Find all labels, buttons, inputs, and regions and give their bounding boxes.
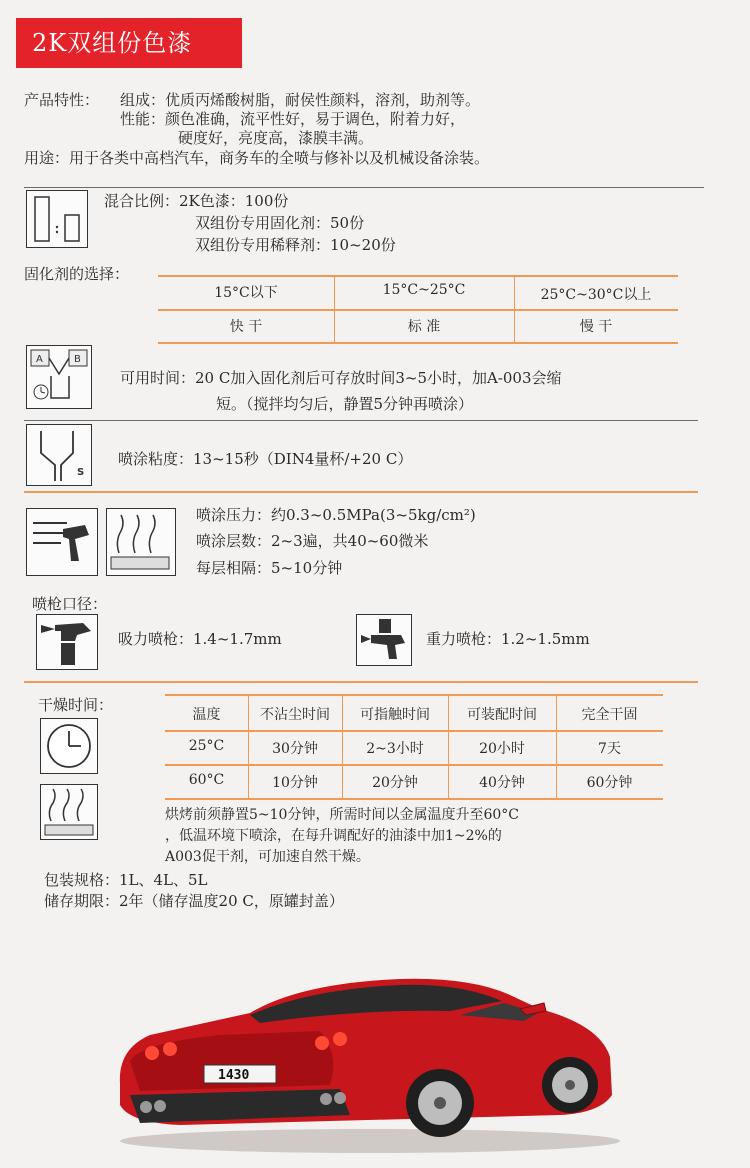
svg-text:B: B — [74, 354, 81, 365]
drying-note-2: ，低温环境下喷涂，在每升调配好的油漆中加1~2%的 — [165, 828, 502, 844]
drying-header-assembly: 可装配时间 — [467, 707, 537, 723]
packaging-text: 包装规格：1L、4L、5L — [44, 871, 208, 889]
mix-line-2: 双组份专用固化剂：50份 — [195, 214, 365, 232]
gravity-gun-text: 重力喷枪：1.2~1.5mm — [426, 630, 590, 648]
drying-heat-icon — [40, 784, 98, 840]
spray-gun-icon — [26, 508, 98, 576]
hardener-speed-1: 快 干 — [229, 319, 263, 335]
suction-gun-text: 吸力喷枪：1.4~1.7mm — [118, 630, 282, 648]
drying-line-3 — [165, 764, 663, 766]
pot-life-line-2: 短。（搅拌均匀后，静置5分钟再喷涂） — [216, 395, 474, 413]
divider-4 — [24, 681, 698, 683]
spray-interval: 每层相隔：5~10分钟 — [196, 559, 343, 577]
features-performance-2: 硬度好，亮度高，漆膜丰满。 — [178, 129, 374, 147]
mix-line-1: 混合比例：2K色漆：100份 — [104, 192, 289, 210]
drying-line-4 — [165, 798, 663, 800]
drying-header-dust-free: 不沾尘时间 — [260, 707, 330, 723]
hardener-line-bottom — [158, 342, 678, 344]
drying-r2-full-cure: 60分钟 — [586, 775, 633, 791]
drying-line-1 — [165, 694, 663, 696]
features-composition: 组成：优质丙烯酸树脂，耐侯性颜料，溶剂，助剂等。 — [120, 91, 481, 109]
spray-pressure: 喷涂压力：约0.3~0.5MPa(3~5kg/cm²) — [196, 506, 476, 524]
nozzle-label: 喷枪口径： — [32, 595, 108, 613]
flash-off-icon — [106, 508, 176, 576]
hardener-label: 固化剂的选择： — [24, 265, 130, 283]
drying-line-2 — [165, 730, 663, 732]
viscosity-text: 喷涂粘度：13~15秒（DIN4量杯/+20 C） — [118, 450, 413, 468]
drying-r2-assembly: 40分钟 — [479, 775, 525, 791]
pot-life-line-1: 可用时间：20 C加入固化剂后可存放时间3~5小时，加A-003会缩 — [120, 369, 562, 387]
viscosity-cup-icon — [26, 424, 92, 486]
drying-r2-dust-free: 10分钟 — [272, 775, 318, 791]
storage-text: 储存期限：2年（储存温度20 C，原罐封盖） — [44, 892, 344, 910]
mix-ratio-icon — [26, 190, 88, 248]
features-label: 产品特性： — [24, 91, 100, 109]
features-usage: 用途：用于各类中高档汽车，商务车的全喷与修补以及机械设备涂装。 — [24, 149, 490, 167]
drying-r1-full-cure: 7天 — [598, 741, 621, 757]
hardener-temp-2: 15°C~25°C — [382, 282, 466, 298]
svg-text:A: A — [36, 354, 43, 365]
features-performance-1: 性能：颜色准确，流平性好，易于调色，附着力好， — [120, 110, 466, 128]
suction-gun-icon — [36, 614, 98, 670]
license-plate: 1430 — [218, 1068, 250, 1083]
hardener-temp-1: 15°C以下 — [214, 285, 278, 301]
drying-r1-temp: 25°C — [188, 738, 225, 754]
divider-2 — [24, 420, 698, 421]
drying-header-temp: 温度 — [192, 707, 221, 723]
sports-car-image — [100, 965, 650, 1155]
hardener-line-mid — [158, 309, 678, 311]
drying-r1-touch: 2~3小时 — [366, 741, 424, 757]
gravity-gun-icon — [356, 614, 412, 666]
hardener-line-top — [158, 275, 678, 277]
drying-label: 干燥时间： — [38, 696, 114, 714]
svg-text:S: S — [77, 467, 85, 478]
drying-r1-assembly: 20小时 — [479, 741, 525, 757]
mix-line-3: 双组份专用稀释剂：10~20份 — [195, 236, 396, 254]
divider-1 — [24, 187, 704, 188]
drying-header-full-cure: 完全干固 — [581, 707, 638, 723]
drying-header-touch: 可指触时间 — [360, 707, 430, 723]
hardener-temp-3: 25°C~30°C以上 — [540, 287, 652, 303]
divider-3 — [24, 491, 698, 493]
drying-note-1: 烘烤前须静置5~10分钟，所需时间以金属温度升至60°C — [165, 807, 519, 823]
page-title: 2K双组份色漆 — [16, 18, 242, 68]
pot-life-icon — [26, 345, 92, 409]
drying-r2-touch: 20分钟 — [372, 775, 418, 791]
hardener-speed-3: 慢 干 — [579, 319, 613, 335]
drying-note-3: A003促干剂，可加速自然干燥。 — [165, 849, 370, 865]
spray-layers: 喷涂层数：2~3遍，共40~60微米 — [196, 532, 429, 550]
drying-r1-dust-free: 30分钟 — [272, 741, 318, 757]
hardener-speed-2: 标 准 — [407, 319, 441, 335]
clock-icon — [40, 718, 98, 774]
drying-r2-temp: 60°C — [188, 772, 225, 788]
